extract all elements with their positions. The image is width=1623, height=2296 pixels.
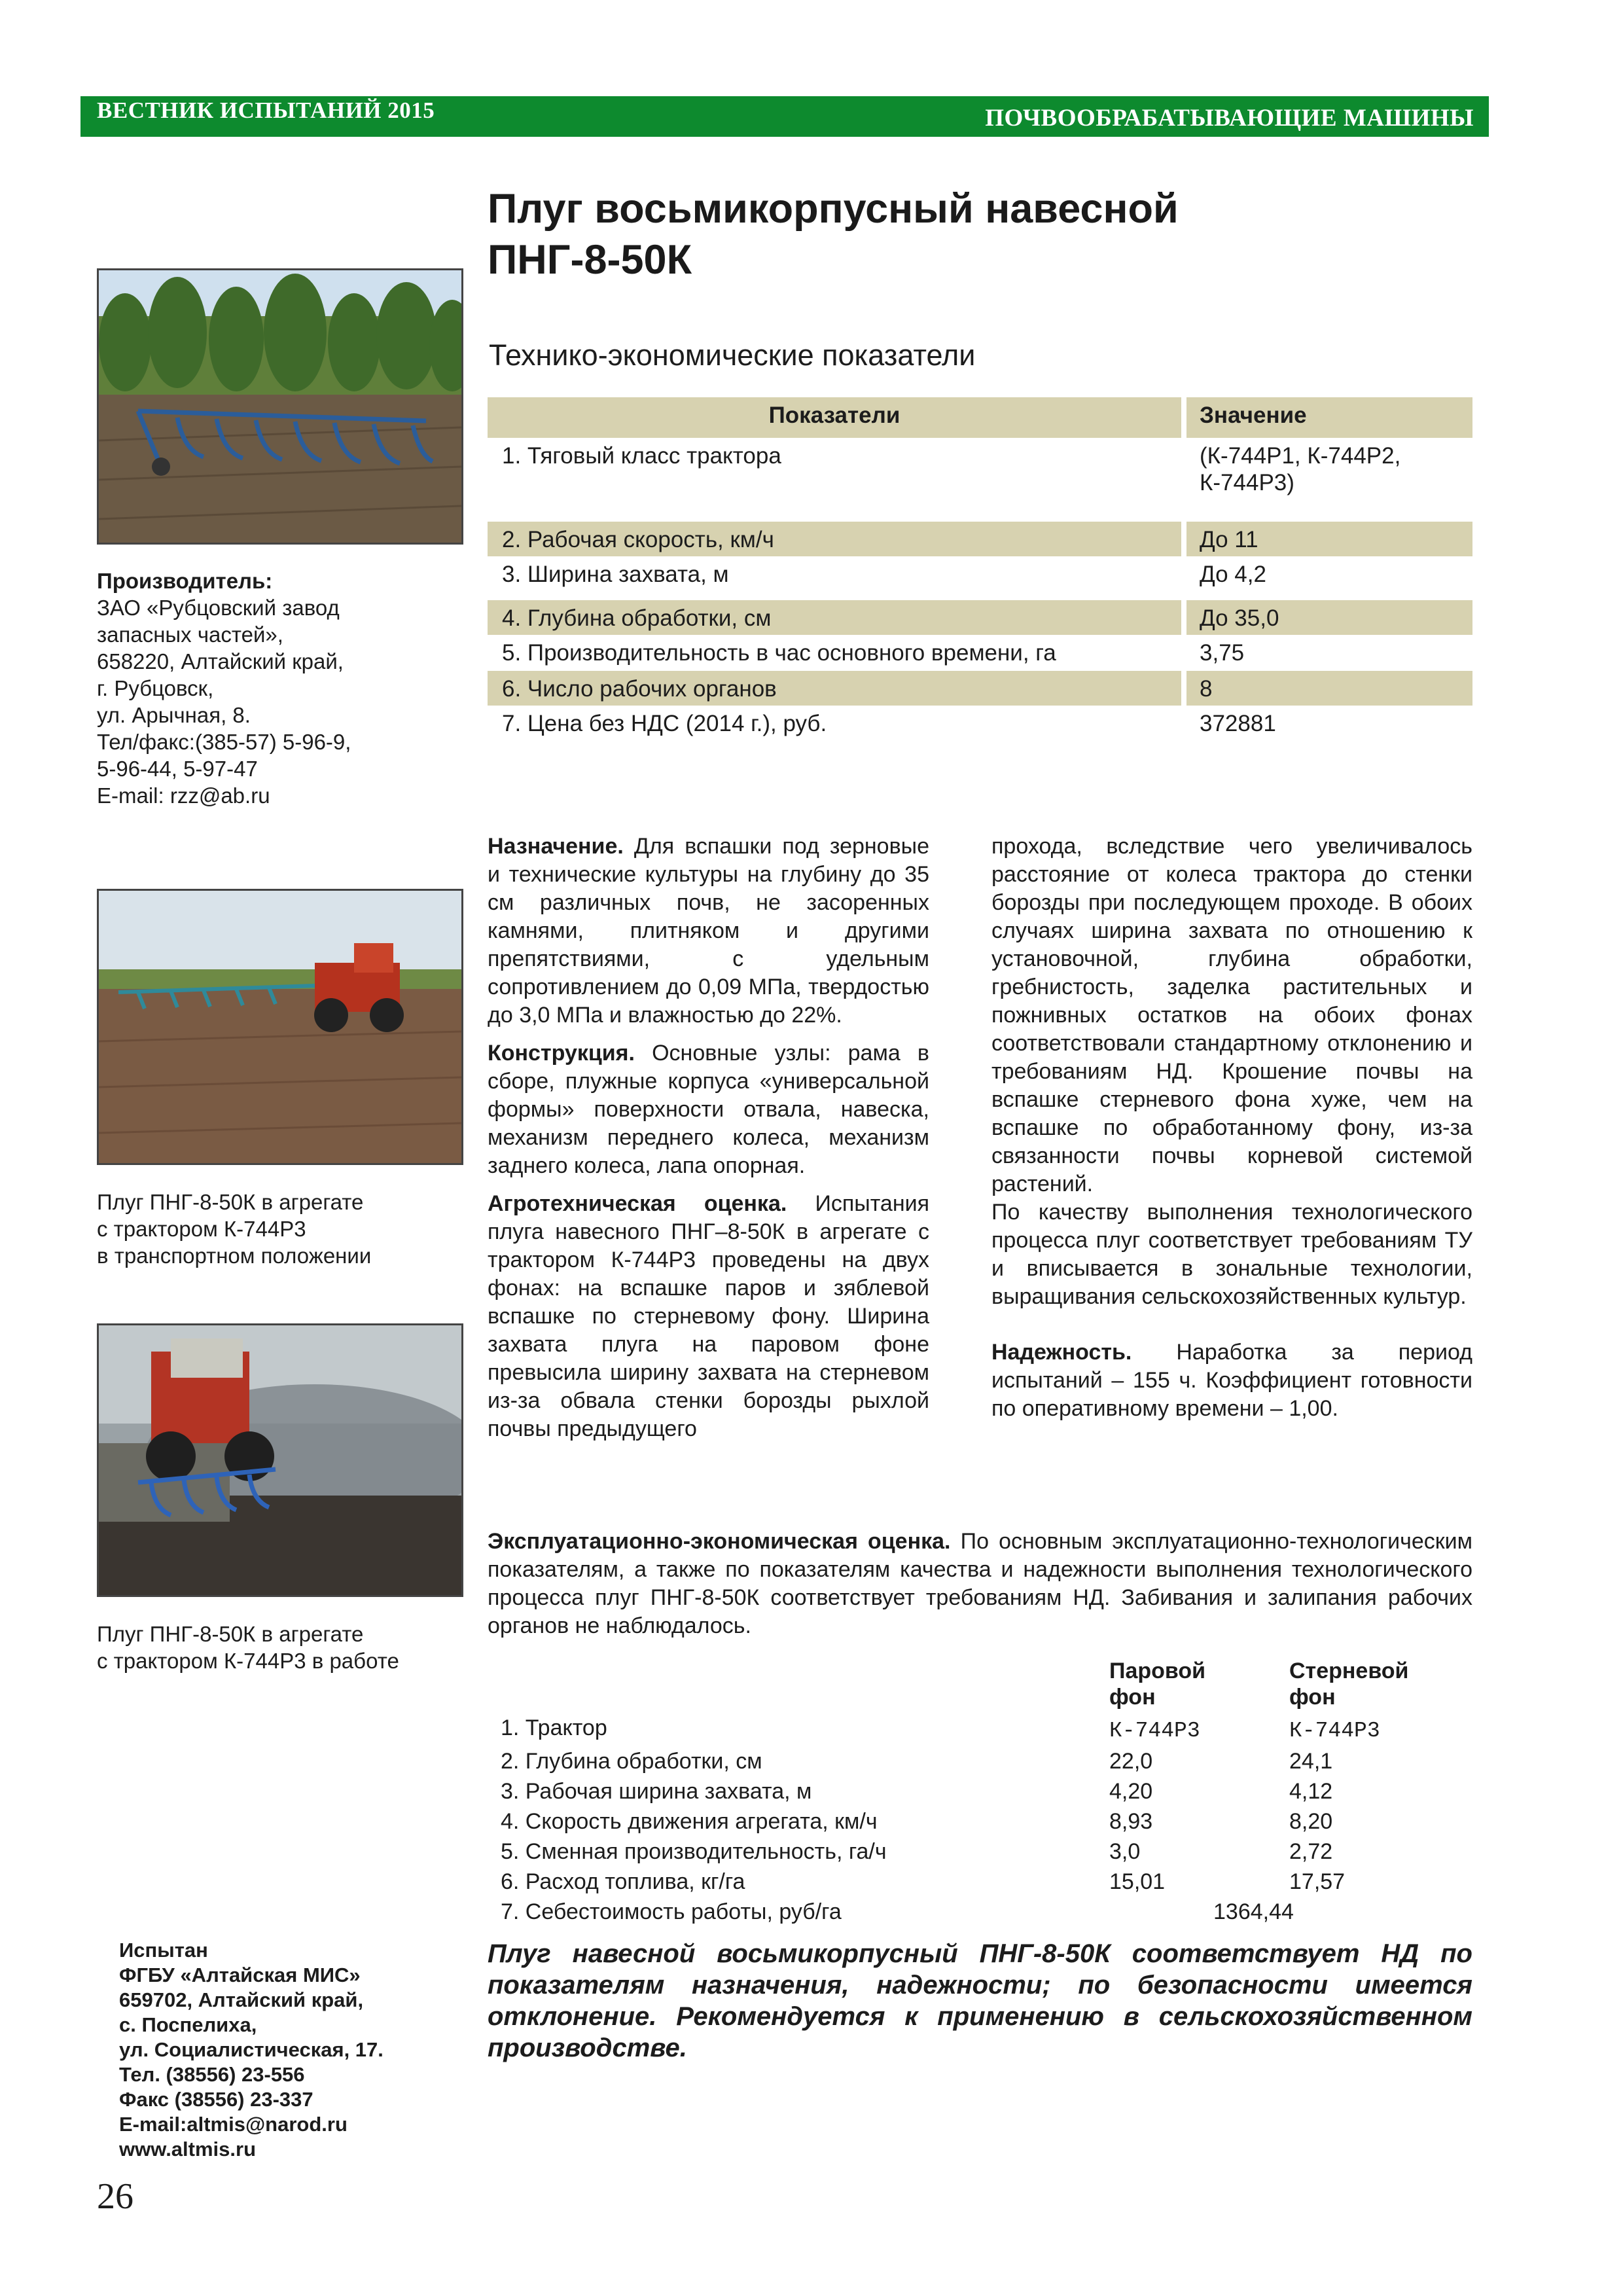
manufacturer-line: 5-96-44, 5-97-47 [97, 757, 258, 781]
tested-line: ул. Социалистическая, 17. [119, 2038, 383, 2061]
agro-paragraph-continued: прохода, вследствие чего увеличивалось расстояние от колеса трактора до стенки борозды при последующем проходе. В обоих случаях ширина захвата по отношению к установочной, глубина обработки, гребнистость, заделка растительных и пожнивных остатков на обоих фонах соответствовали стандартному отклонению и требованиям НД. Крошение почвы на вспашке стерневого фона хуже, чем на вспашке по обработанному фону, из-за связанности почвы корневой системой растений. [991, 834, 1472, 1196]
exploitation-text-block [488, 1528, 1472, 1640]
caption-line: Плуг ПНГ-8-50К в агрегате [97, 1622, 364, 1646]
reliability-text: Наработка за период испытаний – 155 ч. Коэффициент готовности по оперативному времени – 1,00. [991, 1340, 1472, 1421]
spec-value: 3,75 [1200, 640, 1245, 666]
results-col2-header-line: фон [1289, 1685, 1336, 1710]
results-col2-header [1289, 1658, 1408, 1710]
spec-indicator: 4. Глубина обработки, см [488, 600, 1181, 635]
results-row-value-steam: 15,01 [1109, 1869, 1166, 1894]
reliability-paragraph [991, 1338, 1472, 1423]
results-row-value-steam: 22,0 [1109, 1749, 1153, 1774]
results-row-label: 1. Трактор [501, 1715, 607, 1740]
quality-paragraph: По качеству выполнения технологического процесса плуг соответствует требованиям ТУ и вписывается в зональные технологии, выращивания сельскохозяйственных культур. [991, 1200, 1472, 1309]
manufacturer-line: запасных частей», [97, 622, 283, 647]
purpose-heading: Назначение. [488, 834, 624, 859]
spec-indicator: 2. Рабочая скорость, км/ч [488, 522, 1181, 556]
spec-row [488, 438, 1472, 516]
section-title: ПОЧВООБРАБАТЫВАЮЩИЕ МАШИНЫ [985, 105, 1474, 132]
photo-plough-field [97, 268, 463, 545]
spec-value [1186, 438, 1472, 516]
results-row-value-steam: К-744Р3 [1109, 1719, 1200, 1743]
spec-indicator: 1. Тяговый класс трактора [502, 443, 781, 469]
body-column-left [488, 833, 929, 1443]
agro-heading: Агротехническая оценка. [488, 1191, 787, 1216]
results-row-value-steam: 4,20 [1109, 1779, 1153, 1804]
tested-email: E-mail:altmis@narod.ru [119, 2113, 348, 2136]
spec-value: До 11 [1186, 522, 1472, 556]
manufacturer-block [97, 567, 463, 809]
agro-text: Испытания плуга навесного ПНГ–8-50К в агрегате с трактором К-744Р3 проведены на двух фонах: на вспашке паров и зяблевой вспашке по стерневому фону. Ширина захвата плуга на паровом фоне превысила ширину захвата на стерневом из-за обвала стенки борозды рыхлой почвы предыдущего [488, 1191, 930, 1441]
tested-website: www.altmis.ru [119, 2138, 257, 2161]
page-number: 26 [97, 2176, 134, 2217]
results-row-value-stubble: 8,20 [1289, 1809, 1333, 1834]
page-title [488, 183, 1469, 285]
tested-line: 659702, Алтайский край, [119, 1988, 364, 2011]
spec-row [488, 522, 1472, 556]
manufacturer-email: E-mail: rzz@ab.ru [97, 783, 270, 808]
results-row-value-stubble: К-744Р3 [1289, 1719, 1380, 1743]
spec-indicator: 6. Число рабочих органов [488, 671, 1181, 706]
table-subtitle: Технико-экономические показатели [489, 338, 976, 372]
results-row-value-stubble: 24,1 [1289, 1749, 1333, 1774]
tested-line: Испытан [119, 1939, 208, 1962]
tested-line: Тел. (38556) 23-556 [119, 2063, 305, 2086]
spec-row [488, 671, 1472, 706]
journal-title: ВЕСТНИК ИСПЫТАНИЙ 2015 [97, 98, 435, 123]
spec-indicator: 3. Ширина захвата, м [502, 562, 729, 587]
caption-photo-working [97, 1621, 463, 1674]
construction-heading: Конструкция. [488, 1041, 635, 1066]
results-row-label: 7. Себестоимость работы, руб/га [501, 1899, 842, 1924]
exploitation-text: По основным эксплуатационно-технологическим показателям, а также по показателям качества и надежности выполнения технологического процесса плуг ПНГ-8-50К соответствует требованиям НД. Забивания и залипания рабочих органов не наблюдалось. [488, 1529, 1472, 1638]
caption-photo-transport [97, 1189, 463, 1269]
body-column-right [991, 833, 1472, 1423]
spec-value-line: (К-744Р1, К-744Р2, [1200, 443, 1401, 469]
manufacturer-line: ЗАО «Рубцовский завод [97, 596, 340, 620]
spec-header-row [488, 397, 1472, 438]
results-col1-header [1109, 1658, 1205, 1710]
manufacturer-line: г. Рубцовск, [97, 676, 214, 700]
results-row-value-merged: 1364,44 [1213, 1899, 1294, 1924]
exploitation-paragraph [488, 1528, 1472, 1640]
spec-row [488, 556, 1472, 598]
caption-line: с трактором К-744Р3 в работе [97, 1649, 399, 1673]
results-col1-header-line: фон [1109, 1685, 1156, 1710]
spec-row [488, 600, 1472, 635]
manufacturer-line: ул. Арычная, 8. [97, 703, 251, 727]
caption-line: Плуг ПНГ-8-50К в агрегате [97, 1190, 364, 1214]
construction-paragraph [488, 1039, 929, 1180]
results-row-value-stubble: 17,57 [1289, 1869, 1346, 1894]
caption-line: в транспортном положении [97, 1244, 372, 1268]
results-col1-header-line: Паровой [1109, 1659, 1206, 1683]
results-row-label: 5. Сменная производительность, га/ч [501, 1839, 887, 1864]
manufacturer-line: Тел/факс:(385-57) 5-96-9, [97, 730, 351, 754]
agro-paragraph [488, 1190, 929, 1443]
results-row-label: 4. Скорость движения агрегата, км/ч [501, 1809, 878, 1834]
spec-row [488, 635, 1472, 670]
construction-text: Основные узлы: рама в сборе, плужные корпуса «универсальной формы» поверхности отвала, навеска, механизм переднего колеса, механизм заднего колеса, лапа опорная. [488, 1041, 929, 1178]
spec-header-indicator: Показатели [488, 397, 1181, 438]
tested-by-block [119, 1938, 473, 2162]
results-row-value-steam: 8,93 [1109, 1809, 1153, 1834]
spec-value: До 4,2 [1200, 562, 1266, 587]
exploitation-heading: Эксплуатационно-экономическая оценка. [488, 1529, 951, 1554]
spec-indicator: 7. Цена без НДС (2014 г.), руб. [502, 711, 827, 736]
results-col2-header-line: Стерневой [1289, 1659, 1409, 1683]
reliability-heading: Надежность. [991, 1340, 1132, 1365]
title-line-1: Плуг восьмикорпусный навесной [488, 186, 1179, 232]
purpose-text: Для вспашки под зерновые и технические культуры на глубину до 35 см различных почв, не засоренных камнями, плитняком и другими препятствиями, с удельным сопротивлением до 0,09 МПа, твердостью до 3,0 МПа и влажностью до 22%. [488, 834, 929, 1028]
spec-value: До 35,0 [1186, 600, 1472, 635]
conclusion: Плуг навесной восьмикорпусный ПНГ-8-50К соответствует НД по показателям назначения, надежности; по безопасности имеется отклонение. Рекомендуется к применению в сельскохозяйственном производстве. [488, 1939, 1472, 2062]
spec-indicator: 5. Производительность в час основного времени, га [502, 640, 1056, 666]
spec-row [488, 706, 1472, 742]
tested-line: с. Поспелиха, [119, 2013, 257, 2036]
purpose-paragraph [488, 833, 929, 1030]
tested-line: Факс (38556) 23-337 [119, 2088, 313, 2111]
manufacturer-heading: Производитель: [97, 569, 273, 593]
results-row-value-stubble: 4,12 [1289, 1779, 1333, 1804]
tested-line: ФГБУ «Алтайская МИС» [119, 1964, 361, 1986]
spec-header-value: Значение [1186, 397, 1472, 438]
caption-line: с трактором К-744Р3 [97, 1217, 306, 1241]
spec-value: 8 [1186, 671, 1472, 706]
photo-transport-position [97, 889, 463, 1165]
spec-value-line: К-744Р3) [1200, 470, 1294, 495]
title-line-2: ПНГ-8-50К [488, 237, 692, 283]
spec-value: 372881 [1200, 711, 1276, 736]
results-row-value-steam: 3,0 [1109, 1839, 1141, 1864]
photo-working-position [97, 1323, 463, 1597]
results-row-label: 3. Рабочая ширина захвата, м [501, 1779, 812, 1804]
manufacturer-line: 658220, Алтайский край, [97, 649, 344, 673]
results-row-value-stubble: 2,72 [1289, 1839, 1333, 1864]
results-row-label: 2. Глубина обработки, см [501, 1749, 762, 1774]
results-row-label: 6. Расход топлива, кг/га [501, 1869, 745, 1894]
